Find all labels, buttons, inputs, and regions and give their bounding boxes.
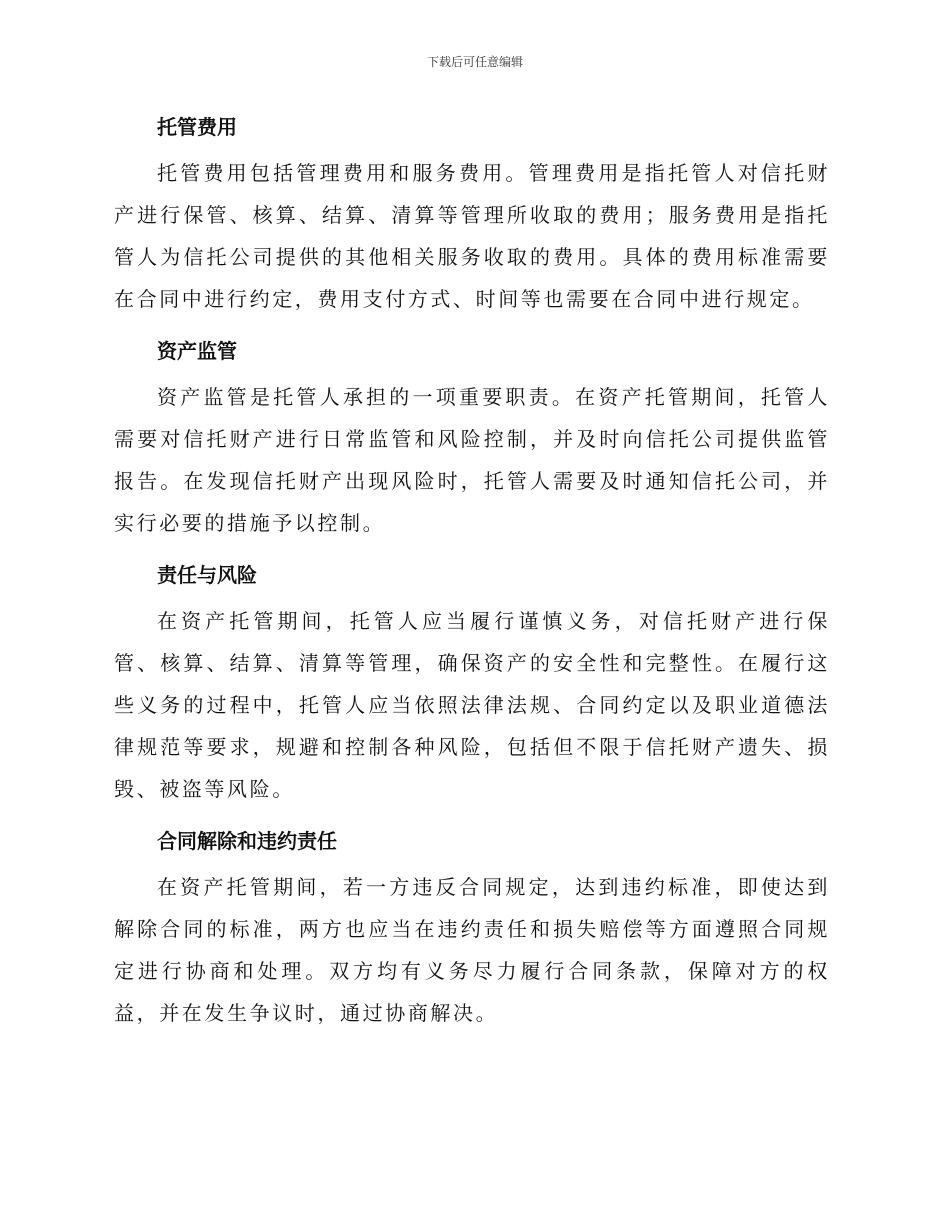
section-paragraph: 托管费用包括管理费用和服务费用。管理费用是指托管人对信托财产进行保管、核算、结算、清算等管理所收取的费用；服务费用是指托管人为信托公司提供的其他相关服务收取的费用。具体的费用标准需要在合同中进行约定，费用支付方式、时间等也需要在合同中进行规定。 — [114, 161, 830, 311]
section-liability-and-risk — [114, 558, 830, 810]
section-paragraph: 在资产托管期间，若一方违反合同规定，达到违约标准，即使达到解除合同的标准，两方也应当在违约责任和损失赔偿等方面遵照合同规定进行协商和处理。双方均有义务尽力履行合同条款，保障对方的权益，并在发生争议时，通过协商解决。 — [114, 875, 830, 1025]
section-termination-and-breach — [114, 824, 830, 1034]
section-paragraph: 在资产托管期间，托管人应当履行谨慎义务，对信托财产进行保管、核算、结算、清算等管理，确保资产的安全性和完整性。在履行这些义务的过程中，托管人应当依照法律法规、合同约定以及职业道德法律规范等要求，规避和控制各种风险，包括但不限于信托财产遗失、损毁、被盗等风险。 — [114, 609, 830, 801]
section-paragraph: 资产监管是托管人承担的一项重要职责。在资产托管期间，托管人需要对信托财产进行日常监管和风险控制，并及时向信托公司提供监管报告。在发现信托财产出现风险时，托管人需要及时通知信托公司，并实行必要的措施予以控制。 — [114, 385, 830, 535]
section-heading: 合同解除和违约责任 — [157, 829, 337, 853]
page-header: 下载后可任意编辑 — [426, 55, 523, 69]
document-body — [114, 110, 830, 1048]
section-custody-fees — [114, 110, 830, 320]
section-heading: 资产监管 — [157, 339, 237, 363]
section-heading: 托管费用 — [157, 115, 237, 139]
section-heading: 责任与风险 — [157, 563, 257, 587]
section-asset-supervision — [114, 334, 830, 544]
